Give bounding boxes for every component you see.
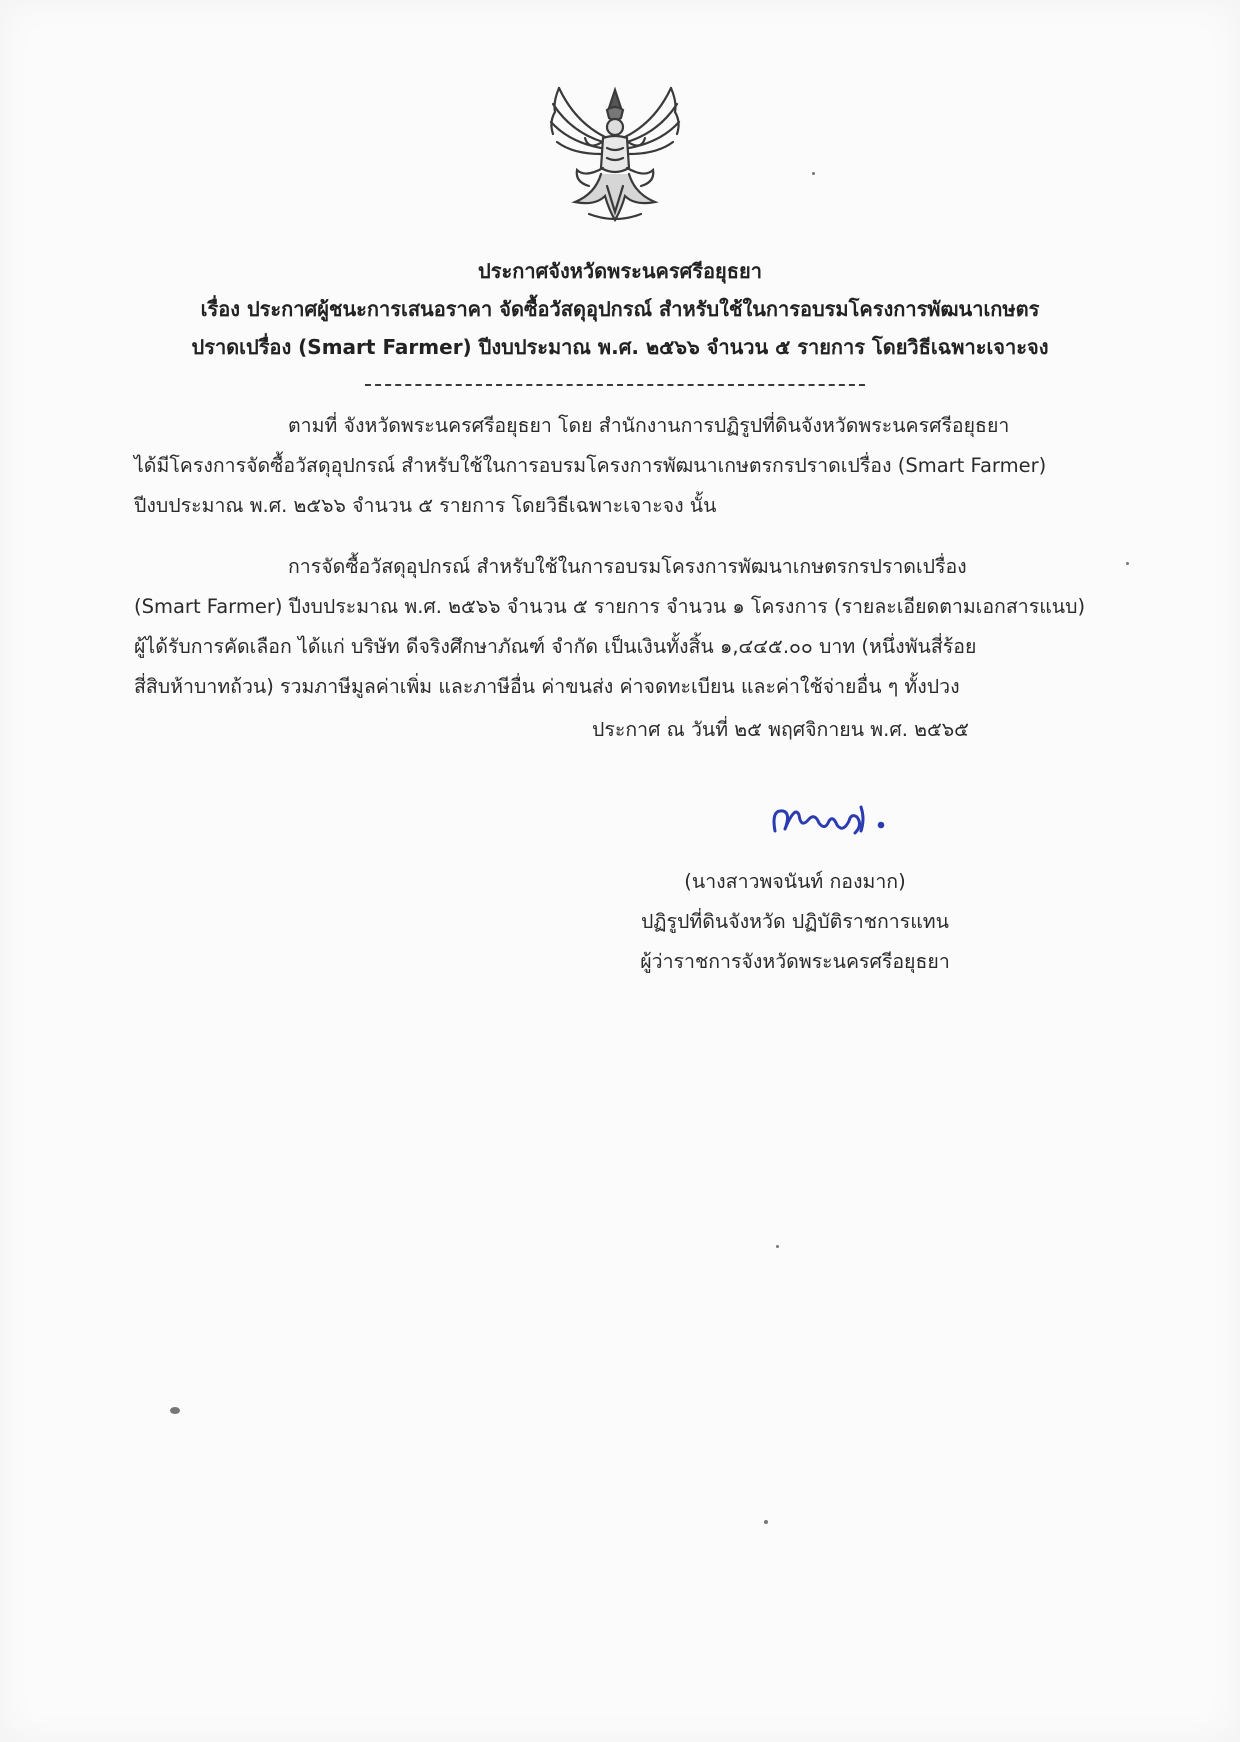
announce-date: ประกาศ ณ วันที่ ๒๕ พฤศจิกายน พ.ศ. ๒๕๖๕ [592, 718, 969, 741]
divider [365, 384, 865, 386]
paragraph-1-line: ปีงบประมาณ พ.ศ. ๒๕๖๖ จำนวน ๕ รายการ โดยวิธีเฉพาะเจาะจง นั้น [134, 494, 717, 517]
paragraph-1 [134, 406, 1094, 526]
title-block [120, 252, 1120, 366]
subject-line-1: เรื่อง ประกาศผู้ชนะการเสนอราคา จัดซื้อวัสดุอุปกรณ์ สำหรับใช้ในการอบรมโครงการพัฒนาเกษตร [200, 297, 1040, 321]
signature-block [600, 862, 990, 982]
scan-speck [764, 1520, 768, 1524]
subject-line-2: ปราดเปรื่อง (Smart Farmer) ปีงบประมาณ พ.ศ. ๒๕๖๖ จำนวน ๕ รายการ โดยวิธีเฉพาะเจาะจง [191, 335, 1049, 359]
paragraph-2-line: สี่สิบห้าบาทถ้วน) รวมภาษีมูลค่าเพิ่ม และภาษีอื่น ค่าขนส่ง ค่าจดทะเบียน และค่าใช้จ่ายอื่น ๆ ทั้งปวง [134, 675, 960, 698]
document-title: ประกาศจังหวัดพระนครศรีอยุธยา [478, 259, 762, 283]
paragraph-2-line: การจัดซื้อวัสดุอุปกรณ์ สำหรับใช้ในการอบรมโครงการพัฒนาเกษตรกรปราดเปรื่อง [288, 555, 967, 578]
signature [765, 795, 915, 845]
paragraph-2-line: ผู้ได้รับการคัดเลือก ได้แก่ บริษัท ดีจริงศึกษาภัณฑ์ จำกัด เป็นเงินทั้งสิ้น ๑,๔๔๕.๐๐ บาท (หนึ่งพันสี่ร้อย [134, 635, 977, 658]
paragraph-1-line: ได้มีโครงการจัดซื้อวัสดุอุปกรณ์ สำหรับใช้ในการอบรมโครงการพัฒนาเกษตรกรปราดเปรื่อง (Smart Farmer) [134, 454, 1047, 477]
paragraph-1-line: ตามที่ จังหวัดพระนครศรีอยุธยา โดย สำนักงานการปฏิรูปที่ดินจังหวัดพระนครศรีอยุธยา [288, 414, 1010, 437]
garuda-emblem-icon [545, 82, 685, 232]
signer-position-1: ปฏิรูปที่ดินจังหวัด ปฏิบัติราชการแทน [641, 910, 949, 933]
paragraph-2 [134, 547, 1094, 707]
signer-position-2: ผู้ว่าราชการจังหวัดพระนครศรีอยุธยา [640, 950, 950, 973]
signer-name: (นางสาวพจนันท์ กองมาก) [684, 870, 906, 893]
paragraph-2-line: (Smart Farmer) ปีงบประมาณ พ.ศ. ๒๕๖๖ จำนวน ๕ รายการ จำนวน ๑ โครงการ (รายละเอียดตามเอกสารแนบ) [134, 595, 1086, 618]
scan-speck [776, 1245, 779, 1248]
scan-speck [812, 172, 815, 175]
scan-speck [170, 1407, 180, 1414]
scan-speck [1126, 562, 1129, 565]
